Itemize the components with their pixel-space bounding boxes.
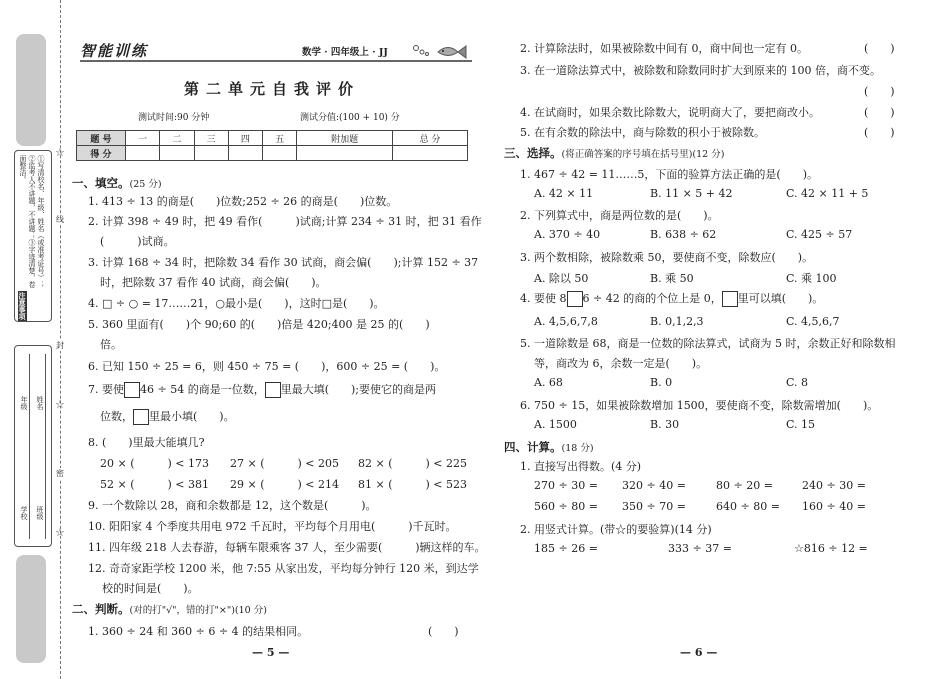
choice-4 <box>520 290 823 307</box>
binding-banner: 注意事项 <box>18 292 27 320</box>
question-2-line-1: 2. 计算 398 ÷ 49 时，把 49 看作( )试商;计算 234 ÷ 31 时，把 31 看作 <box>88 215 482 228</box>
vertical-calc-item: 333 ÷ 37 = <box>668 542 732 555</box>
subject-label: 数学 · 四年级上 · JJ <box>302 47 388 58</box>
choice-option[interactable]: B. 0 <box>650 376 673 389</box>
choice-5-line-2: 等，商改为 6，余数一定是( )。 <box>534 357 708 370</box>
choice-2: 2. 下列算式中，商是两位数的是( )。 <box>520 209 719 222</box>
binding-bottom-tab <box>16 555 46 663</box>
choice-option[interactable]: A. 1500 <box>534 418 577 431</box>
name-label: 姓名 <box>36 396 44 410</box>
choice-3: 3. 两个数相除，被除数乘 50，要使商不变，除数应( )。 <box>520 251 814 264</box>
judge-3-paren[interactable]: ( ) <box>864 85 895 98</box>
vertical-calc-item: 185 ÷ 26 = <box>534 542 598 555</box>
star-icon: ☆ <box>55 398 65 411</box>
score-cell[interactable] <box>194 146 228 161</box>
q8-item: 20 × ( ) < 173 <box>100 457 209 470</box>
calc-2-title: 2. 用竖式计算。(带☆的要验算)(14 分) <box>520 523 712 536</box>
page-number: — 6 — <box>680 646 718 659</box>
binding-top-tab <box>16 34 46 146</box>
section-1-title: 一、填空。 <box>72 176 130 190</box>
vertical-calc-item: ☆816 ÷ 12 = <box>794 542 868 555</box>
judge-3: 3. 在一道除法算式中，被除数和除数同时扩大到原来的 100 倍，商不变。 <box>520 64 881 77</box>
choice-option[interactable]: A. 68 <box>534 376 563 389</box>
score-cell[interactable] <box>263 146 297 161</box>
score-cell[interactable] <box>228 146 262 161</box>
score-header-cell: 二 <box>160 131 194 146</box>
fill-box[interactable] <box>133 409 149 425</box>
section-1-points: (25 分) <box>129 179 162 190</box>
school-label: 学校 <box>20 506 28 520</box>
choice-option[interactable]: C. 4,5,6,7 <box>786 315 840 328</box>
binding-instructions: ①写清校名、年级、姓名（或准考证号）；②监考人不讲题，不讲题；③字迹清楚，卷面整洁。 <box>19 155 45 288</box>
section-3-note: (将正确答案的序号填在括号里)(12 分) <box>561 149 725 160</box>
year-label: 年级 <box>20 396 28 410</box>
binding-info-box <box>14 345 52 547</box>
score-cell[interactable] <box>126 146 160 161</box>
score-header-row <box>77 131 468 146</box>
brand-title: 智能训练 <box>80 42 149 60</box>
page-header <box>80 40 472 60</box>
choice-option[interactable]: A. 42 × 11 <box>534 187 594 200</box>
star-icon: ☆ <box>55 526 65 539</box>
q7-text: 7. 要使 <box>88 383 124 396</box>
question-5-line-2: 倍。 <box>100 338 122 351</box>
question-12-line-1: 12. 奇奇家距学校 1200 米，他 7:55 从家出发，平均每分钟行 120 米，到达学 <box>88 562 479 575</box>
binding-instructions-box <box>14 150 52 322</box>
q8-item: 82 × ( ) < 225 <box>358 457 467 470</box>
calc-item: 320 ÷ 40 = <box>622 479 686 492</box>
c4-text: 4. 要使 8 <box>520 292 567 305</box>
choice-option[interactable]: B. 30 <box>650 418 680 431</box>
q7-text: 位数， <box>100 410 133 423</box>
judge-2: 2. 计算除法时，如果被除数中间有 0，商中间也一定有 0。 <box>520 42 808 55</box>
class-label: 班级 <box>36 506 44 520</box>
choice-option[interactable]: C. 425 ÷ 57 <box>786 228 853 241</box>
question-3-line-1: 3. 计算 168 ÷ 34 时，把除数 34 看作 30 试商，商会偏( );计算 152 ÷ 37 <box>88 256 479 269</box>
score-cell[interactable] <box>160 146 194 161</box>
fill-box[interactable] <box>567 291 583 307</box>
q7-text: 里最大填( );要使它的商是两 <box>280 383 436 396</box>
question-6: 6. 已知 150 ÷ 25 = 6，则 450 ÷ 75 = ( )，600 ÷ 25 = ( )。 <box>88 360 446 373</box>
question-9: 9. 一个数除以 28，商和余数都是 12，这个数是( )。 <box>88 499 377 512</box>
choice-option[interactable]: A. 4,5,6,7,8 <box>534 315 598 328</box>
page-title: 第二单元自我评价 <box>183 80 360 98</box>
fish-icon <box>410 40 470 60</box>
judge-4-paren[interactable]: ( ) <box>864 106 895 119</box>
cut-word-seal: 封 <box>56 341 64 350</box>
choice-option[interactable]: B. 0,1,2,3 <box>650 315 704 328</box>
section-2-heading <box>72 601 267 617</box>
question-1: 1. 413 ÷ 13 的商是( )位数;252 ÷ 26 的商是( )位数。 <box>88 195 398 208</box>
score-value-row <box>77 146 468 161</box>
choice-option[interactable]: A. 除以 50 <box>534 272 589 285</box>
choice-option[interactable]: B. 乘 50 <box>650 272 694 285</box>
choice-6: 6. 750 ÷ 15，如果被除数增加 1500，要使商不变，除数需增加( )。 <box>520 399 879 412</box>
choice-option[interactable]: B. 638 ÷ 62 <box>650 228 717 241</box>
section-2-note: (对的打"√"，错的打"×")(10 分) <box>129 605 267 616</box>
judge-1-paren[interactable]: ( ) <box>428 625 459 638</box>
judge-5: 5. 在有余数的除法中，商与除数的积小于被除数。 <box>520 126 765 139</box>
judge-4: 4. 在试商时，如果余数比除数大，说明商大了，要把商改小。 <box>520 106 820 119</box>
choice-1: 1. 467 ÷ 42 = 11……5，下面的验算方法正确的是( )。 <box>520 168 818 181</box>
calc-item: 560 ÷ 80 = <box>534 500 598 513</box>
score-header-cell: 四 <box>228 131 262 146</box>
cut-word-line: 线 <box>56 215 64 224</box>
judge-2-paren[interactable]: ( ) <box>864 42 895 55</box>
calc-item: 240 ÷ 30 = <box>802 479 866 492</box>
choice-option[interactable]: C. 乘 100 <box>786 272 837 285</box>
choice-option[interactable]: C. 15 <box>786 418 816 431</box>
calc-item: 350 ÷ 70 = <box>622 500 686 513</box>
question-11: 11. 四年级 218 人去春游，每辆车限乘客 37 人，至少需要( )辆这样的车。 <box>88 541 486 554</box>
choice-5-line-1: 5. 一道除数是 68，商是一位数的除法算式，试商为 5 时，余数正好和除数相 <box>520 337 896 350</box>
fill-box[interactable] <box>722 291 738 307</box>
question-10: 10. 阳阳家 4 个季度共用电 972 千瓦时，平均每个月用电( )千瓦时。 <box>88 520 457 533</box>
section-1-heading <box>72 175 162 191</box>
choice-option[interactable]: A. 370 ÷ 40 <box>534 228 601 241</box>
score-row-label: 得 分 <box>77 146 126 161</box>
section-2-title: 二、判断。 <box>72 602 130 616</box>
q8-item: 27 × ( ) < 205 <box>230 457 339 470</box>
calc-item: 160 ÷ 40 = <box>802 500 866 513</box>
question-3-line-2: 时，把除数 37 看作 40 试商，商会偏( )。 <box>100 276 327 289</box>
header-rule <box>80 60 472 62</box>
choice-option[interactable]: C. 42 × 11 + 5 <box>786 187 869 200</box>
question-2-line-2: ( )试商。 <box>100 235 175 248</box>
choice-option[interactable]: B. 11 × 5 + 42 <box>650 187 733 200</box>
question-4: 4. □ ÷ ○ = 17……21，○最小是( )，这时□是( )。 <box>88 297 385 310</box>
score-header-cell: 总 分 <box>393 131 468 146</box>
question-7-line-1 <box>88 381 436 398</box>
question-5-line-1: 5. 360 里面有( )个 90;60 的( )倍是 420;400 是 25 的( ) <box>88 318 430 331</box>
calc-item: 640 ÷ 80 = <box>716 500 780 513</box>
fill-box[interactable] <box>265 382 281 398</box>
calc-item: 270 ÷ 30 = <box>534 479 598 492</box>
section-3-heading <box>504 145 724 161</box>
score-header-cell: 五 <box>263 131 297 146</box>
page-number: — 5 — <box>252 646 290 659</box>
judge-1: 1. 360 ÷ 24 和 360 ÷ 6 ÷ 4 的结果相同。 <box>88 625 309 638</box>
fill-box[interactable] <box>124 382 140 398</box>
c4-text: 里可以填( )。 <box>737 292 824 305</box>
q7-text: 46 ÷ 54 的商是一位数， <box>140 383 265 396</box>
calc-item: 80 ÷ 20 = <box>716 479 773 492</box>
q8-item: 52 × ( ) < 381 <box>100 478 209 491</box>
question-12-line-2: 校的时间是( )。 <box>102 582 199 595</box>
question-8: 8. ( )里最大能填几? <box>88 436 205 449</box>
q8-item: 29 × ( ) < 214 <box>230 478 339 491</box>
c4-text: 6 ÷ 42 的商的个位上是 0， <box>582 292 722 305</box>
cut-word-dense: 密 <box>56 469 64 478</box>
test-time: 测试时间:90 分钟 <box>138 113 210 123</box>
score-table <box>76 130 468 161</box>
q8-item: 81 × ( ) < 523 <box>358 478 467 491</box>
choice-option[interactable]: C. 8 <box>786 376 809 389</box>
score-header-cell: 一 <box>126 131 160 146</box>
section-4-title: 四、计算。 <box>504 440 562 454</box>
judge-5-paren[interactable]: ( ) <box>864 126 895 139</box>
score-cell[interactable] <box>393 146 468 161</box>
section-4-points: (18 分) <box>561 443 594 454</box>
star-icon: ☆ <box>55 146 65 159</box>
test-score: 测试分值:(100 + 10) 分 <box>300 113 400 123</box>
score-header-cell: 题 号 <box>77 131 126 146</box>
section-3-title: 三、选择。 <box>504 146 562 160</box>
question-7-line-2 <box>100 408 235 425</box>
q7-text: 里最小填( )。 <box>149 410 235 423</box>
score-header-cell: 附加题 <box>297 131 393 146</box>
score-cell[interactable] <box>297 146 393 161</box>
section-4-heading <box>504 439 594 455</box>
score-header-cell: 三 <box>194 131 228 146</box>
calc-1-title: 1. 直接写出得数。(4 分) <box>520 460 642 473</box>
